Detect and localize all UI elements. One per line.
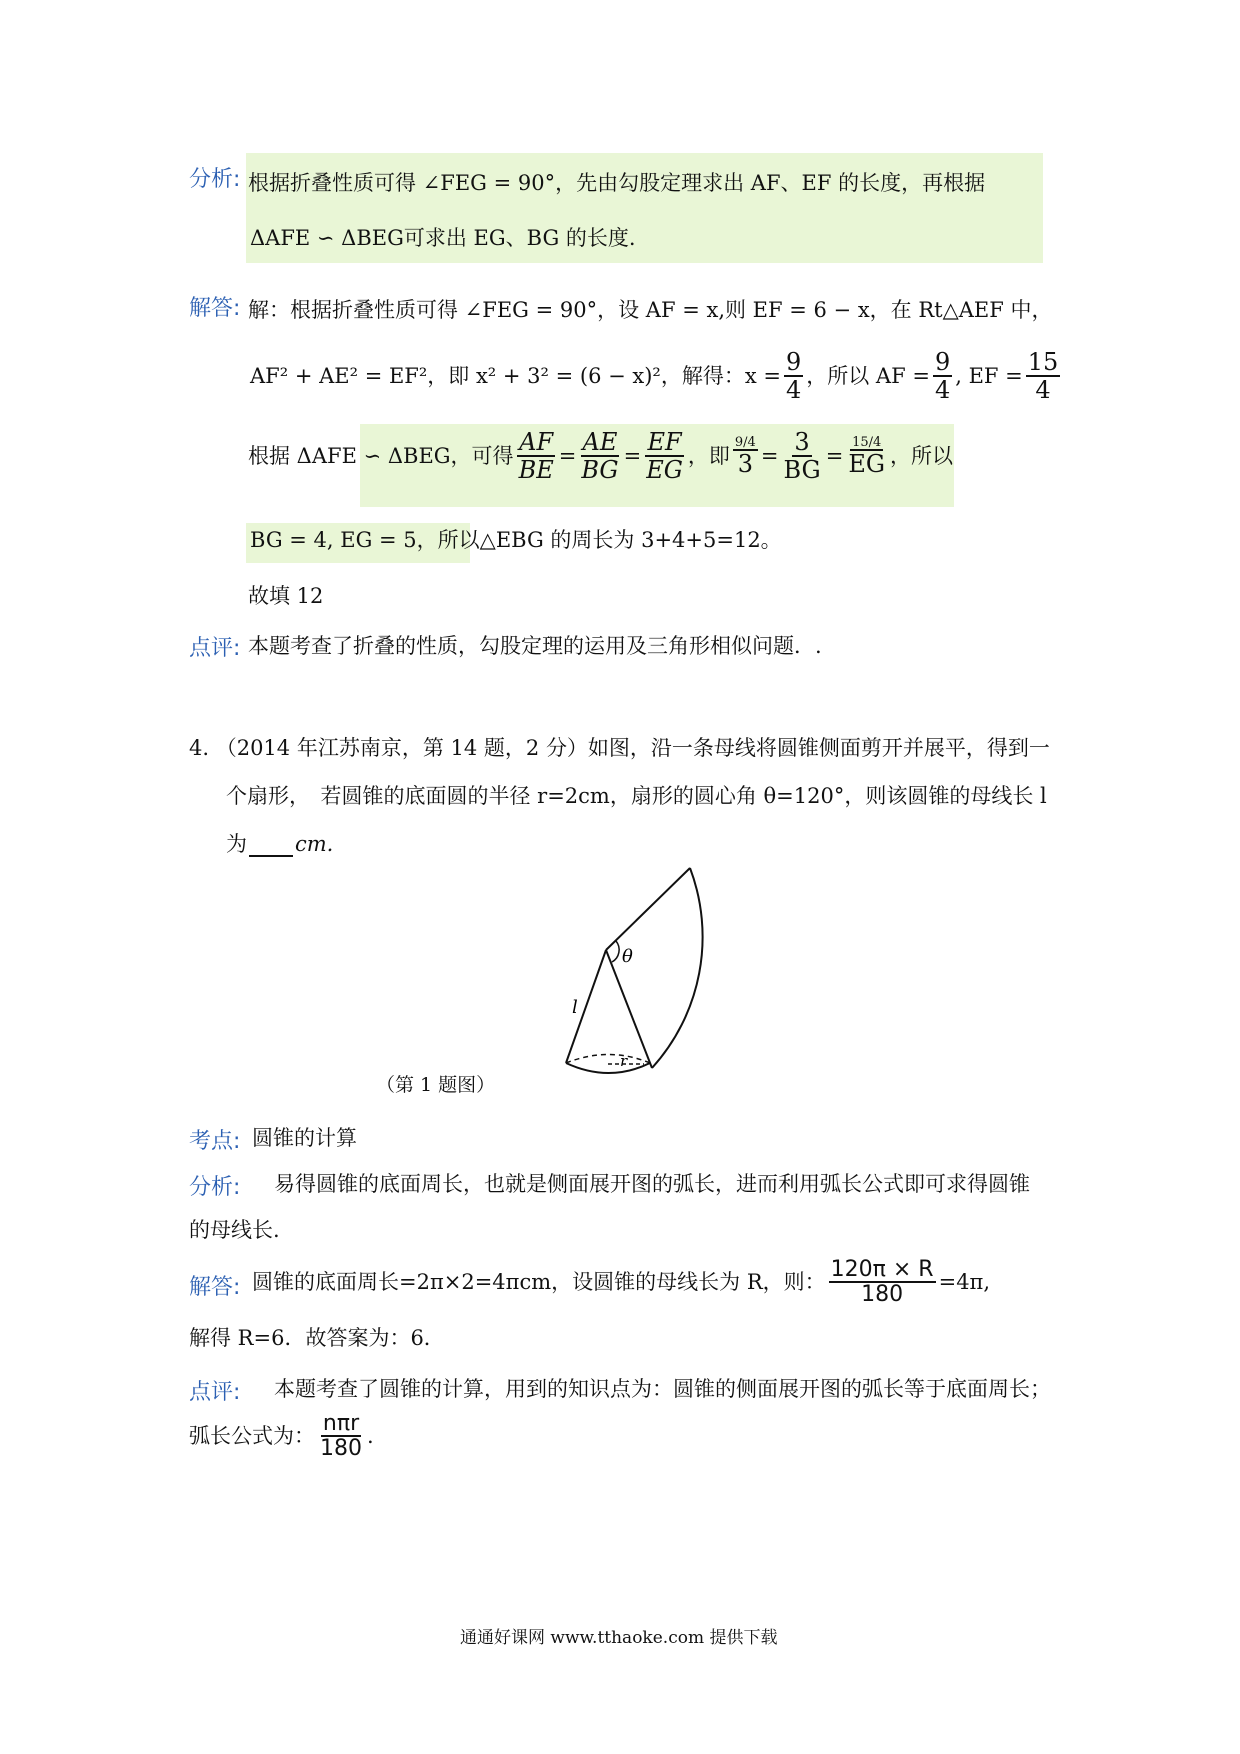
q4-analysis-line-1: 易得圆锥的底面周长，也就是侧面展开图的弧长，进而利用弧长公式即可求得圆锥 [274,1172,1030,1196]
q4-analysis-label: 分析: [189,1175,241,1200]
l-label: l [572,997,578,1018]
solution-line-1: 解：根据折叠性质可得 ∠FEG = 90°，设 AF = x,则 EF = 6 − x，在 Rt△AEF 中， [248,298,1053,322]
fraction-ef-eg: $\frac{EF}{EG}$ [646,428,683,485]
fraction-154-eg: $\frac{15/4}{EG}$ [848,434,886,479]
solution-label: 解答: [189,296,241,321]
fraction-x: $\frac{9}{4}$ [785,348,802,405]
q4-comment-line-2: 弧长公式为： $\frac{\text{nπr}}{180}$ . [189,1411,374,1462]
theta-label: θ [622,946,633,967]
solution-line-3-text-a: 根据 ΔAFE ∽ ΔBEG，可得 [248,444,514,469]
solution-line-2-text-a: AF² + AE² = EF²，即 x² + 3² = (6 − x)²，解得：x = [250,364,781,389]
solution-line-2-text-b: ，所以 AF = [806,364,930,389]
page-footer: 通通好课网 www.tthaoke.com 提供下载 [460,1628,778,1648]
cone-figure [540,858,770,1088]
r-label: r [620,1052,628,1070]
arc-length-fraction: $\frac{120\pi \times R}{180}$ [830,1257,934,1308]
fraction-af: $\frac{9}{4}$ [934,348,951,405]
sector-radius-top [606,868,690,950]
q4-comment-label: 点评: [189,1380,241,1405]
solution-line-5: 故填 12 [248,584,324,608]
solution-line-3: 根据 ΔAFE ∽ ΔBEG，可得 $\frac{AF}{BE}$ = $\frac{AE}{BG}$ = $\frac{EF}{EG}$ ，即 $\frac{9/4}{3}$ = $\frac{3}{BG}$ = $\frac{15/4}{EG}$ ，所以 [248,428,954,485]
figure-caption: （第 1 题图） [376,1074,496,1096]
solution-line-3-text-c: ，所以 [890,444,954,469]
solution-line-2 [250,350,1063,404]
q4-line-2: 个扇形， 若圆锥的底面圆的半径 r=2cm，扇形的圆心角 θ=120°，则该圆锥的母线长 l [226,784,1047,808]
q4-line-1: 4. （2014 年江苏南京，第 14 题，2 分）如图，沿一条母线将圆锥侧面剪开并展平，得到一 [189,736,1050,760]
cone-base-back [566,1055,650,1064]
kaodian-label: 考点: [189,1129,241,1154]
kaodian-text: 圆锥的计算 [252,1126,357,1150]
fraction-3-bg: $\frac{3}{BG}$ [783,428,821,485]
analysis-line-2: ΔAFE ∽ ΔBEG可求出 EG、BG 的长度. [250,226,636,250]
comment-label: 点评: [189,636,241,661]
solution-line-4: BG = 4, EG = 5，所以△EBG 的周长为 3+4+5=12。 [250,528,782,552]
arc-formula-fraction: $\frac{\text{nπr}}{180}$ [320,1411,362,1462]
answer-blank [249,855,293,857]
solution-line-2-text-c: , EF = [955,364,1023,389]
q4-comment-line-1: 本题考查了圆锥的计算，用到的知识点为：圆锥的侧面展开图的弧长等于底面周长； [274,1377,1051,1401]
q4-line-3: 为 cm. [226,832,334,856]
solution-line-3-text-b: ，即 [687,444,730,469]
cone-right-slant [606,950,652,1068]
fraction-ae-bg: $\frac{AE}{BG}$ [581,428,619,485]
q4-solution-label: 解答: [189,1275,241,1300]
q4-analysis-line-2: 的母线长. [189,1218,280,1242]
analysis-label: 分析: [189,167,241,192]
q4-solution-line-1: 圆锥的底面周长=2π×2=4πcm，设圆锥的母线长为 R，则： $\frac{120\pi \times R}{180}$ =4π, [252,1257,991,1308]
comment-text: 本题考查了折叠的性质，勾股定理的运用及三角形相似问题．. [248,634,822,658]
fraction-af-be: $\frac{AF}{BE}$ [518,428,554,485]
fraction-94-3: $\frac{9/4}{3}$ [734,434,756,479]
q4-solution-line-2: 解得 R=6．故答案为：6． [189,1326,445,1350]
analysis-line-1: 根据折叠性质可得 ∠FEG = 90°，先由勾股定理求出 AF、EF 的长度，再根据 [248,171,986,195]
fraction-ef: $\frac{15}{4}$ [1027,348,1059,405]
